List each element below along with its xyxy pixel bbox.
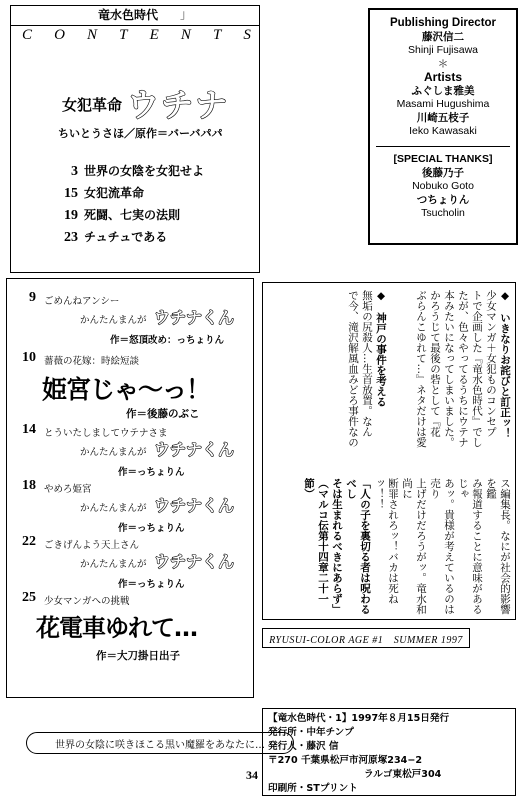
story-entry[interactable] xyxy=(14,590,250,670)
contents-letter: E xyxy=(149,27,160,43)
story-credit: 作＝っちょりん xyxy=(118,467,185,478)
afterword-text-right xyxy=(387,290,512,470)
thanks2-en: Tsucholin xyxy=(421,207,465,219)
toc-chapter[interactable] xyxy=(56,206,180,224)
story-credit: 作＝っちょりん xyxy=(118,579,185,590)
thanks1-jp: 後藤乃子 xyxy=(422,166,464,179)
toc-chapter[interactable] xyxy=(56,184,144,202)
artists-label: Artists xyxy=(423,70,462,84)
story-page: 10 xyxy=(22,350,36,365)
afterword-text-lower xyxy=(272,478,512,616)
credits-list xyxy=(368,17,518,139)
colophon-line: 【竜水色時代・1】1997年８月15日発行 xyxy=(268,713,450,724)
afterword-line: ぶらんこゆれて…』ネタだけは愛 xyxy=(415,290,427,448)
afterword-line: たが、色々やってるうちにウテナ xyxy=(457,290,469,448)
story-prefix: かんたんまんが xyxy=(80,447,147,458)
story-prefix: かんたんまんが xyxy=(80,559,147,570)
story-credit: 作＝後藤のぶこ xyxy=(126,408,200,420)
chapter-title: 死闘、七実の法則 xyxy=(84,208,181,222)
story-subtitle: ごめんねアンシー xyxy=(44,296,120,307)
story-subtitle: 薔薇の花嫁：時絵短談 xyxy=(44,356,140,367)
afterword-line: 本みたいになってしまいました。 xyxy=(443,290,455,448)
thanks-list xyxy=(368,153,518,221)
credits-divider xyxy=(376,146,510,147)
chapter-page: 3 xyxy=(71,164,78,179)
afterword-text-left xyxy=(268,290,388,470)
thanks-label: [SPECIAL THANKS] xyxy=(393,153,493,165)
afterword-line: 上げだけだろうがッ。竜水和尚に xyxy=(401,478,427,615)
contents-letter: T xyxy=(212,27,223,43)
feature-title-big: ウチナ xyxy=(127,86,230,124)
chapter-page: 19 xyxy=(64,208,78,223)
artist2-en: Ieko Kawasaki xyxy=(409,125,477,137)
colophon-line: 印刷所・STプリント xyxy=(268,783,358,794)
story-entry[interactable] xyxy=(14,422,250,482)
story-subtitle: やめろ姫宮 xyxy=(44,484,92,495)
artist2-jp: 川崎五枝子 xyxy=(416,111,470,124)
director-jp: 藤沢信二 xyxy=(422,30,464,43)
story-credit: 作＝怒頂改め：っちょりん xyxy=(110,335,225,346)
story-page: 22 xyxy=(22,534,36,549)
toc-chapter[interactable] xyxy=(56,162,204,180)
story-title: ウチナくん xyxy=(154,552,235,571)
contents-letter: C xyxy=(22,27,34,43)
afterword-line: トで企画した『竜水色時代』でし xyxy=(471,290,483,448)
contents-letter: T xyxy=(119,27,129,43)
story-subtitle: ごきげんよう天上さん xyxy=(44,540,140,551)
series-title-bracket: 」 xyxy=(180,7,193,21)
colophon-line: 発行所・中年チンプ xyxy=(268,727,354,738)
afterword-line: あッ。貴様が考えているのは売り xyxy=(429,478,455,615)
feature-title-small: 女犯革命 xyxy=(62,96,123,114)
story-prefix: かんたんまんが xyxy=(80,315,147,326)
chapter-title: チュチュである xyxy=(84,230,168,244)
afterword-line: そは生まれるべきにあらず」 xyxy=(331,478,343,615)
story-title: 花電車ゆれて… xyxy=(36,614,197,642)
colophon-line: 発行人・藤沢 信 xyxy=(268,741,339,752)
thanks2-jp: つちょりん xyxy=(416,193,470,206)
afterword-line: で今、滝沢解風血みどろ事件なの xyxy=(347,290,359,448)
afterword-line: ◆ いきなりお詫びと訂正ッ！ xyxy=(499,290,511,439)
credits-star: ＊ xyxy=(437,57,449,70)
afterword-line: 断罪されろッ！バカは死ねッ！！ xyxy=(373,478,399,604)
story-page: 9 xyxy=(29,290,36,305)
chapter-title: 世界の女陰を女犯せよ xyxy=(84,164,205,178)
contents-letter: O xyxy=(54,27,66,43)
artist1-en: Masami Hugushima xyxy=(396,98,490,110)
chapter-title: 女犯流革命 xyxy=(84,186,145,200)
story-page: 25 xyxy=(22,590,36,605)
story-credit: 作＝大刀掛日出子 xyxy=(96,650,180,662)
contents-letter: S xyxy=(243,27,252,43)
contents-letter: N xyxy=(180,27,192,43)
feature-byline: ちいとうさほ／原作＝バーバパパ xyxy=(58,127,223,140)
story-page: 18 xyxy=(22,478,36,493)
story-title: ウチナくん xyxy=(154,496,235,515)
story-credit: 作＝っちょりん xyxy=(118,523,185,534)
afterword-line: 「人の子を裏切る者は呪わるべし xyxy=(345,478,371,615)
afterword-line: 少女マンガ＋女犯ものコンセプ xyxy=(485,290,497,437)
afterword-line: み報道することに意味があるじゃ xyxy=(457,478,483,615)
story-subtitle: とういたしましてウテナさま xyxy=(44,428,168,439)
story-subtitle: 少女マンガへの挑戦 xyxy=(44,596,130,607)
series-title: 竜水色時代 xyxy=(98,8,159,22)
artist1-jp: ふぐしま雅美 xyxy=(411,84,475,97)
contents-heading xyxy=(22,27,252,44)
colophon-line: 〒270 千葉県松戸市河原塚234−2 xyxy=(268,755,423,766)
afterword-line: 無垢の尻殺人…生首放置。なん xyxy=(361,290,373,437)
director-en: Shinji Fujisawa xyxy=(407,44,479,56)
afterword-line: ス編集長。なにが社会的影響を鑑 xyxy=(485,478,511,615)
colophon-line: ラルゴ東松戸304 xyxy=(364,769,442,780)
story-entry[interactable] xyxy=(14,478,250,538)
contents-letter: N xyxy=(87,27,99,43)
chapter-page: 15 xyxy=(64,186,78,201)
story-title: ウチナくん xyxy=(154,308,235,327)
story-entry[interactable] xyxy=(14,350,250,422)
story-entry[interactable] xyxy=(14,290,250,350)
afterword-line: （マルコ伝第十四章二十一節） xyxy=(303,478,329,604)
issue-stamp-text: RYUSUI-COLOR AGE #1 SUMMER 1997 xyxy=(269,635,463,646)
story-title: 姫宮じゃ〜っ！ xyxy=(42,375,211,404)
toc-chapter[interactable] xyxy=(56,228,167,246)
page-number: 34 xyxy=(246,768,258,782)
afterword-line: かろうじて最後の砦として『花 xyxy=(429,290,441,437)
chapter-page: 23 xyxy=(64,230,78,245)
tagline: 世界の女陰に咲きほこる黒い魔羅をあなたに… xyxy=(55,740,265,751)
story-title: ウチナくん xyxy=(154,440,235,459)
thanks1-en: Nobuko Goto xyxy=(412,180,474,192)
story-entry[interactable] xyxy=(14,534,250,594)
feature-title xyxy=(62,80,229,126)
story-prefix: かんたんまんが xyxy=(80,503,147,514)
director-label: Publishing Director xyxy=(389,17,497,29)
story-page: 14 xyxy=(22,422,36,437)
colophon xyxy=(268,712,514,796)
afterword-line: ◆ 神戸の事件を考える xyxy=(375,290,387,407)
